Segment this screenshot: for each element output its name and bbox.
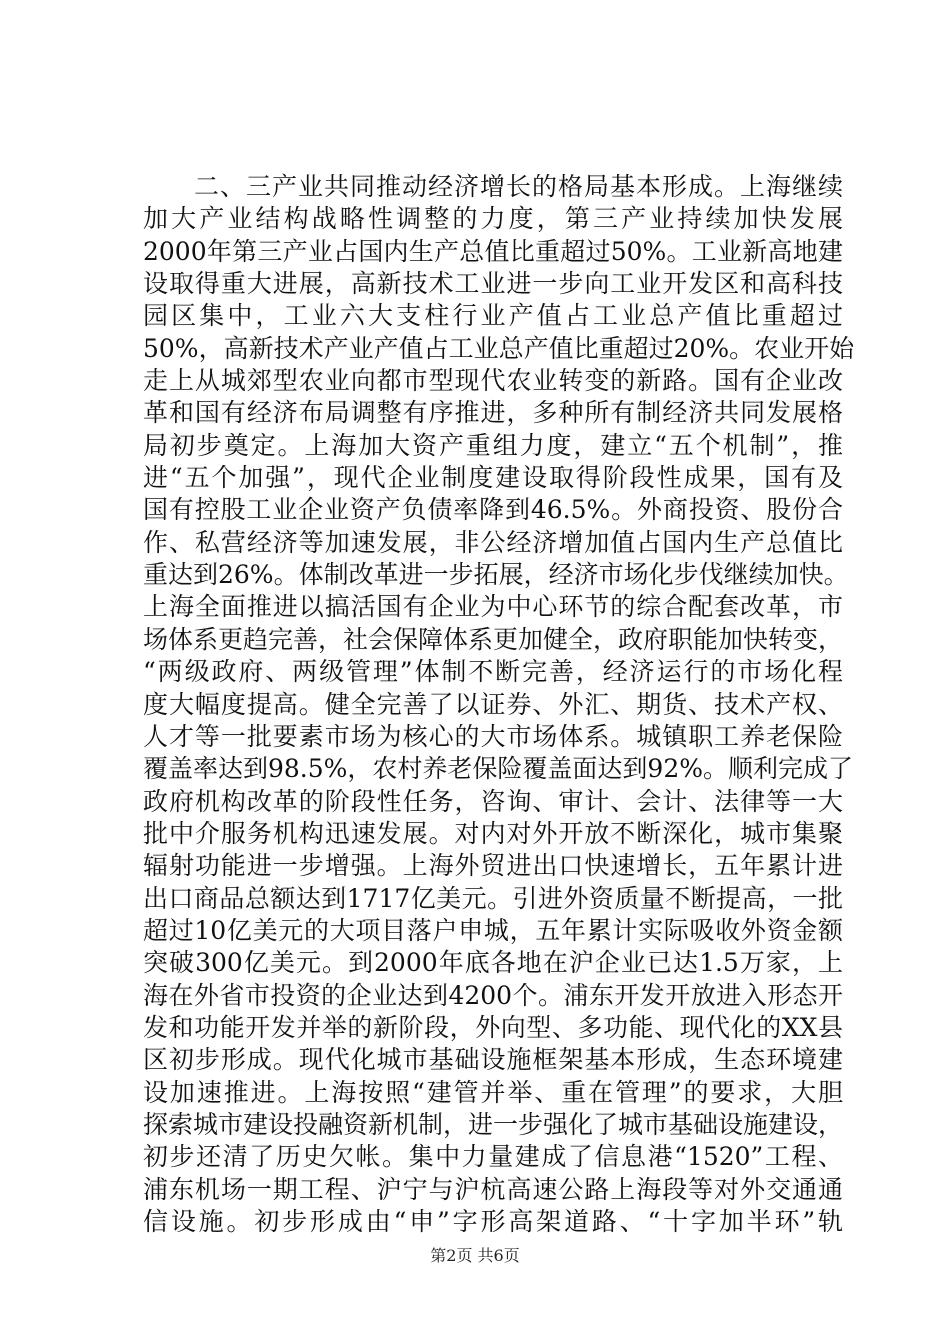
text-line: 探索城市建设投融资新机制，进一步强化了城市基础设施建设， (143, 1109, 844, 1139)
text-line: 局初步奠定。上海加大资产重组力度，建立“五个机制”，推 (143, 430, 843, 460)
text-line: 场体系更趋完善，社会保障体系更加健全，政府职能加快转变， (143, 624, 844, 654)
text-line: 区初步形成。现代化城市基础设施框架基本形成，生态环境建 (143, 1045, 843, 1075)
text-line: 革和国有经济布局调整有序推进，多种所有制经济共同发展格 (143, 398, 843, 428)
text-line: 海在外省市投资的企业达到4200个。浦东开发开放进入形态开 (143, 980, 843, 1010)
text-line: 设取得重大进展，高新技术工业进一步向工业开发区和高科技 (143, 269, 843, 299)
page-number-footer: 第2页 共6页 (430, 1246, 520, 1265)
text-line: 初步还清了历史欠帐。集中力量建成了信息港“1520”工程、 (143, 1142, 843, 1172)
text-line: “两级政府、两级管理”体制不断完善，经济运行的市场化程 (143, 657, 843, 687)
text-line: 二、三产业共同推动经济增长的格局基本形成。上海继续 (194, 172, 843, 201)
text-line: 覆盖率达到98.5%，农村养老保险覆盖面达到92%。顺利完成了 (143, 754, 853, 784)
text-line: 重达到26%。体制改革进一步拓展，经济市场化步伐继续加快。 (143, 560, 849, 590)
text-line: 辐射功能进一步增强。上海外贸进出口快速增长，五年累计进 (143, 851, 843, 881)
text-line: 50%，高新技术产业产值占工业总产值比重超过20%。农业开始 (143, 333, 855, 363)
text-line: 国有控股工业企业资产负债率降到46.5%。外商投资、股份合 (143, 495, 843, 525)
text-line: 出口商品总额达到1717亿美元。引进外资质量不断提高，一批 (143, 883, 843, 913)
text-line: 发和功能开发并举的新阶段，外向型、多功能、现代化的XX县 (143, 1012, 843, 1042)
text-line: 度大幅度提高。健全完善了以证券、外汇、期货、技术产权、 (143, 689, 843, 719)
text-line: 超过10亿美元的大项目落户申城，五年累计实际吸收外资金额 (143, 915, 843, 945)
text-line: 人才等一批要素市场为核心的大市场体系。城镇职工养老保险 (143, 721, 843, 751)
text-line: 作、私营经济等加速发展，非公经济增加值占国内生产总值比 (143, 527, 843, 557)
text-line: 进“五个加强”，现代企业制度建设取得阶段性成果，国有及 (143, 463, 843, 493)
body-paragraph (143, 171, 855, 1238)
text-line: 2000年第三产业占国内生产总值比重超过50%。工业新高地建 (143, 236, 843, 266)
text-line: 突破300亿美元。到2000年底各地在沪企业已达1.5万家，上 (143, 948, 843, 978)
text-line: 信设施。初步形成由“申”字形高架道路、“十字加半环”轨 (143, 1207, 843, 1236)
text-line: 加大产业结构战略性调整的力度，第三产业持续加快发展 (143, 204, 843, 234)
text-line: 走上从城郊型农业向都市型现代农业转变的新路。国有企业改 (143, 366, 843, 396)
text-line: 政府机构改革的阶段性任务，咨询、审计、会计、法律等一大 (143, 786, 843, 816)
text-line: 上海全面推进以搞活国有企业为中心环节的综合配套改革，市 (143, 592, 843, 622)
text-line: 设加速推进。上海按照“建管并举、重在管理”的要求，大胆 (143, 1077, 843, 1107)
text-line: 浦东机场一期工程、沪宁与沪杭高速公路上海段等对外交通通 (143, 1174, 843, 1204)
text-line: 批中介服务机构迅速发展。对内对外开放不断深化，城市集聚 (143, 818, 843, 848)
text-line: 园区集中，工业六大支柱行业产值占工业总产值比重超过 (143, 301, 843, 331)
